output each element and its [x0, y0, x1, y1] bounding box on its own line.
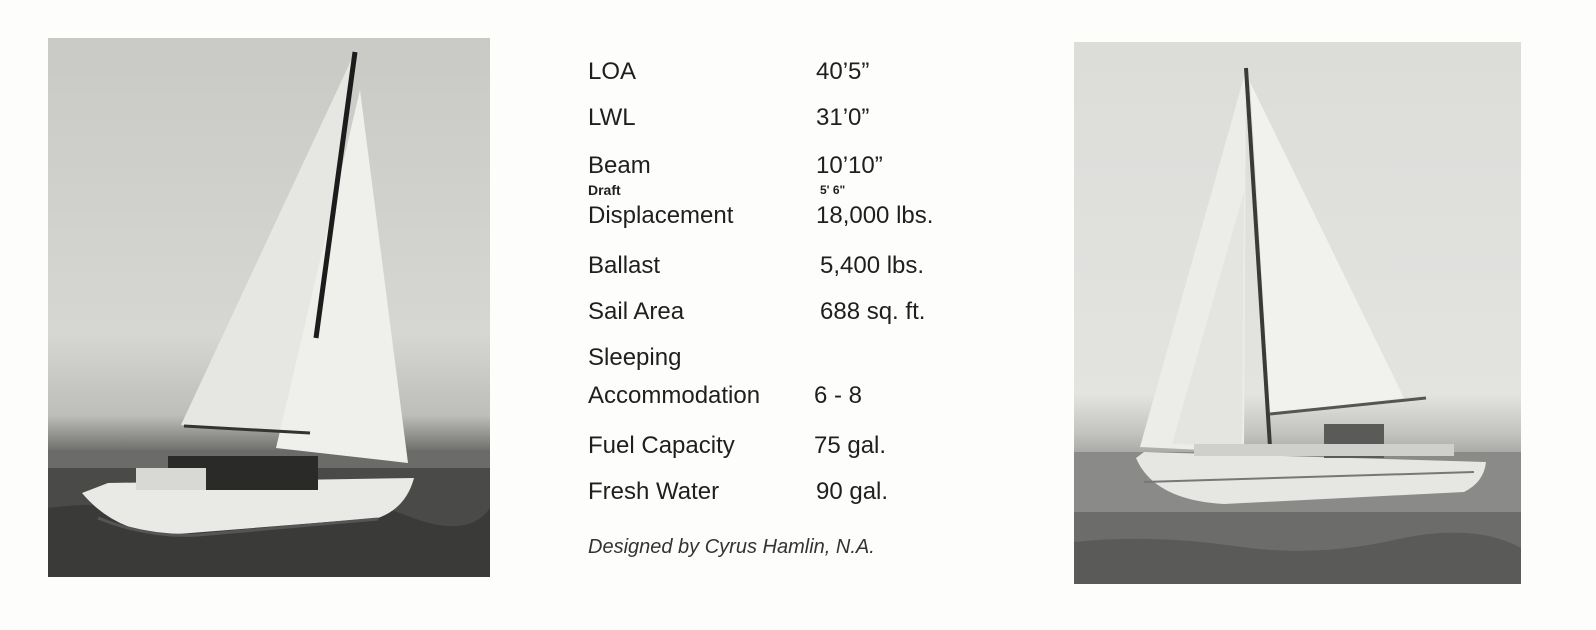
spec-lwl-value: 31’0”: [816, 104, 870, 131]
spec-displacement-value: 18,000 lbs.: [816, 202, 934, 229]
spec-water-value: 90 gal.: [816, 478, 889, 505]
spec-draft-label: Draft: [588, 182, 621, 198]
spec-fuel-value: 75 gal.: [814, 432, 887, 459]
spec-beam-value: 10’10”: [816, 152, 883, 179]
spec-sleeping-label-line2: Accommodation: [588, 382, 761, 409]
spec-loa-label: LOA: [588, 58, 637, 85]
sailboat-photo-right: [1074, 42, 1521, 584]
sailboat-photo-left: [48, 38, 490, 577]
spec-ballast-value: 5,400 lbs.: [820, 252, 925, 279]
spec-draft-value: 5' 6": [820, 183, 846, 197]
spec-sleeping-label-line1: Sleeping: [588, 344, 682, 371]
designer-credit: Designed by Cyrus Hamlin, N.A.: [588, 536, 875, 558]
sailboat-illustration-right: [1074, 42, 1521, 584]
spec-beam-label: Beam: [588, 152, 651, 179]
spec-sail-area-value: 688 sq. ft.: [820, 298, 926, 325]
spec-sail-area-label: Sail Area: [588, 298, 685, 325]
spec-water-label: Fresh Water: [588, 478, 720, 505]
spec-lwl-label: LWL: [588, 104, 636, 131]
spec-sleeping-value: 6 - 8: [814, 382, 863, 409]
spec-ballast-label: Ballast: [588, 252, 661, 279]
spec-loa-value: 40’5”: [816, 58, 870, 85]
sailboat-illustration-left: [48, 38, 490, 577]
spec-fuel-label: Fuel Capacity: [588, 432, 735, 459]
spec-displacement-label: Displacement: [588, 202, 734, 229]
